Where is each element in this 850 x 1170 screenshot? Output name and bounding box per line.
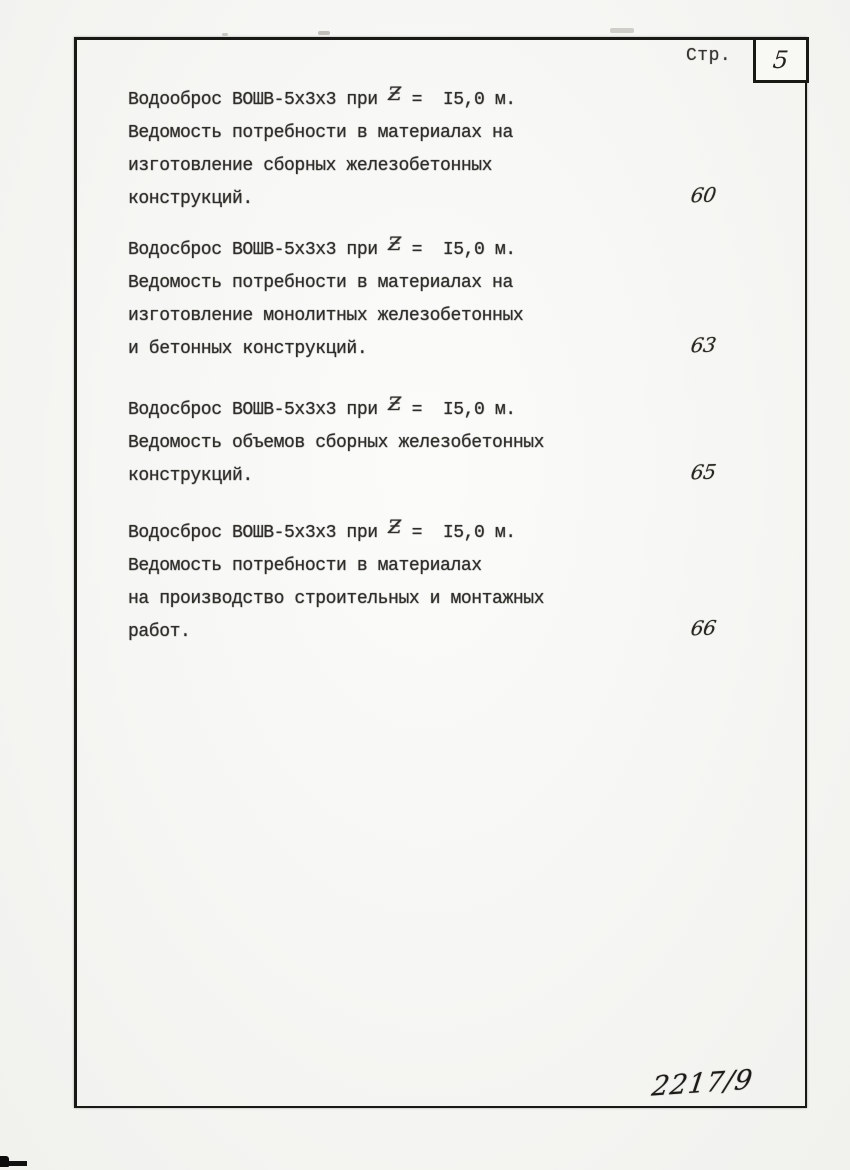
page-number: 5 bbox=[771, 46, 791, 74]
toc-entry bbox=[128, 232, 748, 366]
page-label: Стр. bbox=[686, 46, 732, 66]
z-variable: Ƶ bbox=[388, 83, 402, 105]
entry-title bbox=[128, 392, 748, 427]
table-of-contents bbox=[128, 82, 748, 649]
toc-entry bbox=[128, 392, 748, 493]
entry-title-suffix: = I5,0 м. bbox=[401, 523, 516, 543]
entry-line: работ. bbox=[128, 622, 191, 642]
entry-title bbox=[128, 515, 748, 550]
entry-line: Ведомость потребности в материалах bbox=[128, 556, 482, 576]
entry-page-ref: 65 bbox=[689, 459, 718, 485]
z-variable: Ƶ bbox=[388, 233, 402, 255]
entry-page-ref: 63 bbox=[689, 332, 718, 358]
z-variable: Ƶ bbox=[388, 393, 402, 415]
entry-title-suffix: = I5,0 м. bbox=[401, 240, 516, 260]
toc-entry bbox=[128, 515, 748, 649]
entry-line: конструкций. bbox=[128, 189, 253, 209]
entry-title bbox=[128, 232, 748, 267]
entry-title-suffix: = I5,0 м. bbox=[401, 400, 516, 420]
entry-page-ref: 66 bbox=[689, 615, 718, 641]
entry-page-ref: 60 bbox=[689, 182, 718, 208]
entry-line: на производство строительных и монтажных bbox=[128, 589, 545, 609]
entry-line: Ведомость потребности в материалах на bbox=[128, 123, 513, 143]
entry-line: конструкций. bbox=[128, 466, 253, 486]
toc-entry bbox=[128, 82, 748, 216]
entry-line: и бетонных конструкций. bbox=[128, 339, 368, 359]
entry-line: изготовление монолитных железобетонных bbox=[128, 306, 524, 326]
entry-title-prefix: Водосброс ВОШВ-5х3х3 при bbox=[128, 523, 389, 543]
entry-title bbox=[128, 82, 748, 117]
entry-line: Ведомость объемов сборных железобетонных bbox=[128, 433, 545, 453]
scan-speck bbox=[318, 31, 330, 35]
entry-title-prefix: Водосброс ВОШВ-5х3х3 при bbox=[128, 240, 389, 260]
scan-speck bbox=[222, 33, 228, 36]
scan-artifact-blob bbox=[0, 1156, 9, 1167]
entry-title-prefix: Водосброс ВОШВ-5х3х3 при bbox=[128, 400, 389, 420]
entry-title-suffix: = I5,0 м. bbox=[401, 90, 516, 110]
scan-speck bbox=[610, 28, 634, 33]
page-number-box bbox=[753, 37, 809, 83]
handwritten-doc-number: 2217/9 bbox=[649, 1064, 756, 1103]
z-variable: Ƶ bbox=[388, 516, 402, 538]
entry-line: изготовление сборных железобетонных bbox=[128, 156, 493, 176]
entry-line: Ведомость потребности в материалах на bbox=[128, 273, 513, 293]
entry-title-prefix: Водооброс ВОШВ-5х3х3 при bbox=[128, 90, 389, 110]
